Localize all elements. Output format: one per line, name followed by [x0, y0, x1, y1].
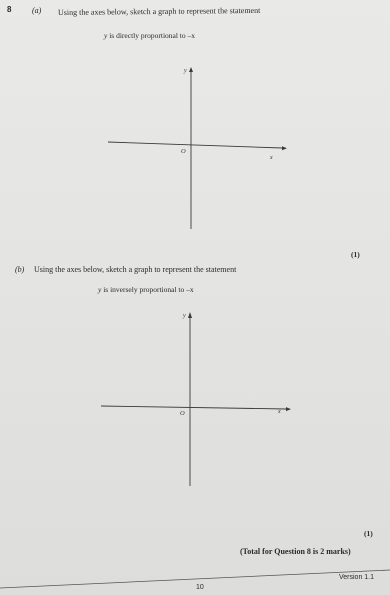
part-a-statement-variable: y: [104, 31, 108, 40]
part-b-y-arrow: [188, 312, 192, 318]
part-b-statement: [98, 286, 194, 294]
part-b-label: (b): [15, 265, 25, 274]
part-b-origin-label: O: [180, 410, 185, 417]
part-a-y-arrow: [189, 67, 193, 72]
part-b-x-arrow: [286, 407, 291, 411]
part-a-x-axis-label: x: [270, 155, 273, 161]
part-b-marks: (1): [364, 529, 373, 538]
part-b-y-axis-label: y: [183, 313, 186, 319]
part-b-statement-variable: y: [98, 285, 102, 294]
part-a-statement-text: is directly proportional to –x: [107, 31, 196, 40]
part-a-label: (a): [32, 6, 42, 15]
part-b-x-axis-label: x: [278, 409, 281, 415]
part-a-x-arrow: [282, 146, 287, 150]
part-a-y-axis-label: y: [184, 68, 187, 74]
footer-rule: [0, 570, 390, 588]
part-b-statement-text: is inversely proportional to –x: [101, 285, 194, 294]
part-b-x-axis: [101, 406, 286, 409]
part-a-instruction: Using the axes below, sketch a graph to represent the statement: [57, 5, 261, 17]
page-number: 10: [196, 584, 204, 591]
version-label: Version 1.1: [339, 574, 375, 581]
question-number: 8: [7, 5, 12, 14]
part-b-instruction: Using the axes below, sketch a graph to represent the statement: [34, 265, 237, 274]
question-total-marks: (Total for Question 8 is 2 marks): [240, 547, 351, 556]
part-a-x-axis: [108, 142, 282, 148]
part-a-marks: (1): [351, 250, 360, 259]
part-a-origin-label: O: [181, 148, 186, 155]
